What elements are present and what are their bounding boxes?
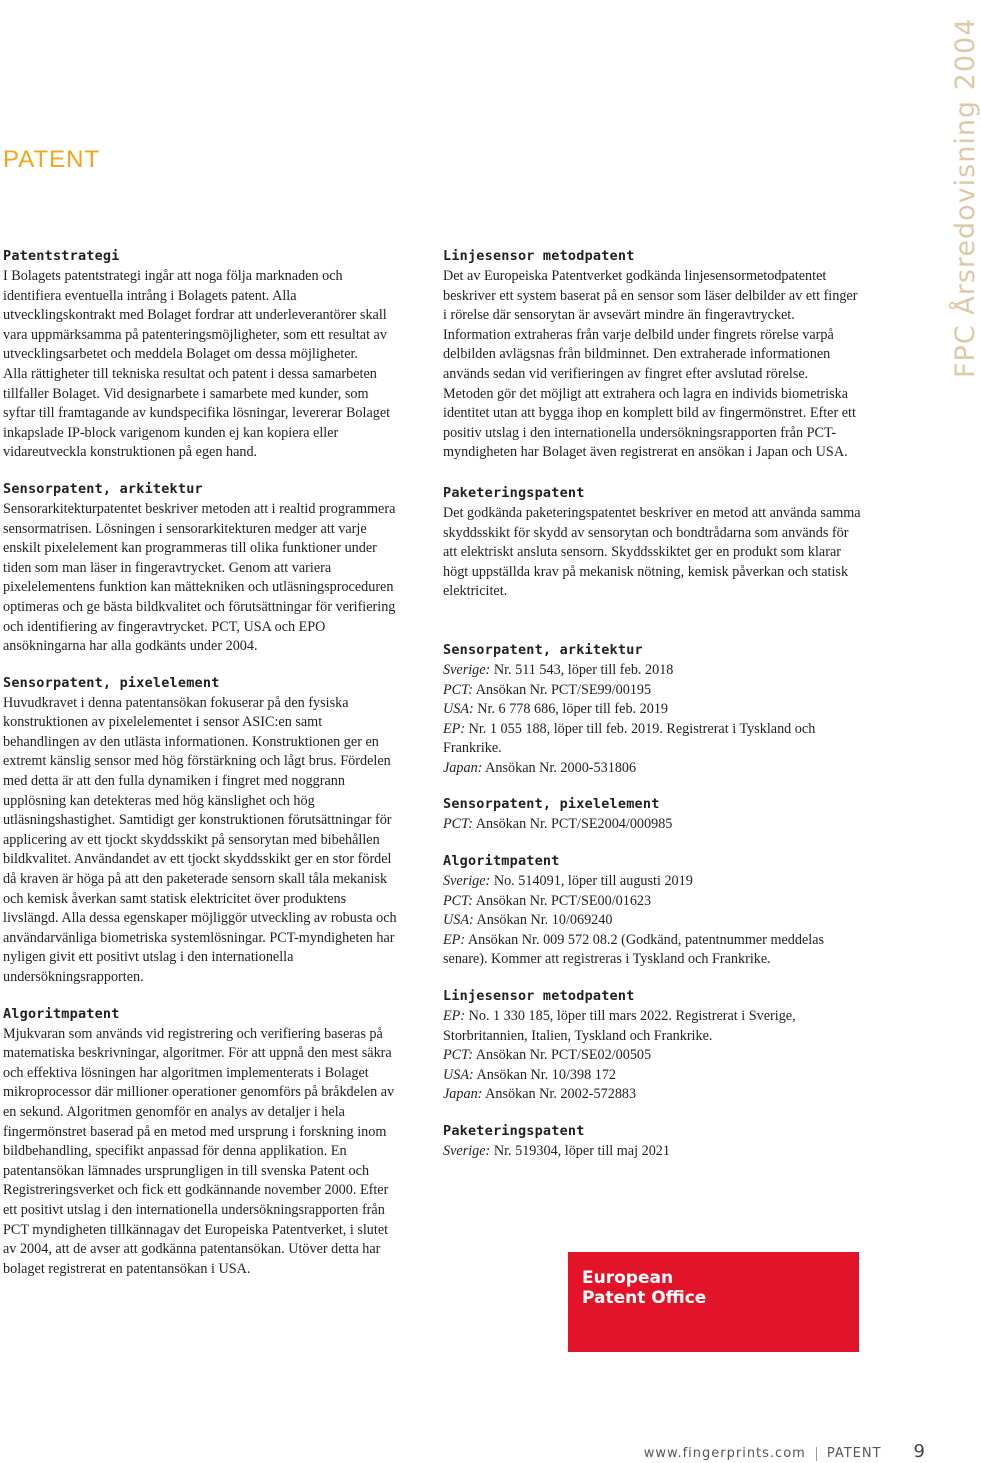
footer-url: www.fingerprints.com [643, 1446, 806, 1461]
paketering-heading: Paketeringspatent [443, 484, 585, 501]
list-line-text: Ansökan Nr. PCT/SE99/00195 [472, 681, 652, 698]
algoritmpatent-section [3, 1006, 397, 1280]
algoritmpatent-paragraph: Mjukvaran som används vid registrering och verifiering baseras på matematiska beskrivningar, algoritmer. För att uppnå den mest säkra och effektiva lösningen har algoritmen implementerats i Bolaget mikroprocessor där millioner operationer genomförs på bråkdelen av en sekund. Algoritmen genomför en analys av detaljer i hela fingermönstret baserad på en metod med ursprung i forskning inom bildbehandling, specifikt anpassad för denna applikation. En patentansökan lämnades ursprungligen in till svenska Patent och Registreringsverket och fick ett godkännande november 2000. Efter ett positivt utslag i den internationella undersökningsrapporten från PCT myndigheten tillkännagav det Europeiska Patentverket, i slutet av 2004, att de avser att godkänna patentansökan. Utöver detta har bolaget registrerat en patentansökan i USA. [3, 1025, 395, 1277]
list-line-text: Nr. 1 055 188, löper till feb. 2019. Registrerat i Tyskland och Frankrike. [443, 720, 816, 757]
list-line [443, 681, 861, 701]
sensorpatent-arkitektur-section [3, 481, 397, 657]
list-line-text: No. 1 330 185, löper till mars 2022. Registrerat i Sverige, Storbritannien, Italien, Tyskland och Frankrike. [443, 1008, 796, 1044]
list-pixelelement-heading: Sensorpatent, pixelelement [443, 796, 660, 813]
list-line-label: USA: [443, 701, 474, 718]
list-line-label: EP: [443, 720, 466, 737]
section-title: PATENT [3, 146, 101, 173]
sensorpatent-pixelelement-heading: Sensorpatent, pixelelement [3, 674, 220, 691]
list-line-label: USA: [443, 912, 474, 929]
algoritmpatent-heading: Algoritmpatent [3, 1005, 120, 1022]
epo-logo-text [582, 1268, 706, 1308]
list-line-text: No. 514091, löper till augusti 2019 [490, 873, 693, 890]
list-line [443, 759, 861, 779]
list-line-label: EP: [443, 1008, 466, 1025]
list-line-text: Ansökan Nr. 10/398 172 [473, 1066, 617, 1083]
list-line-label: Sverige: [443, 1143, 491, 1159]
list-line-label: Japan: [443, 1086, 483, 1103]
sensorpatent-arkitektur-paragraph: Sensorarkitekturpatentet beskriver metoden att i realtid programmera sensormatrisen. Lösningen i sensorarkitekturen medger att varje enskilt pixelelement kan programmeras till olika funktioner under tiden som man läser in fingeravtrycket. Genom att variera pixelelementens funktion kan mättekniken och utläsningsproceduren optimeras och ge bästa bildkvalitet och förutsättningar för verifiering och identifiering av fingeravtrycket. PCT, USA och EPO ansökningarna har alla godkänts under 2004. [3, 500, 396, 655]
list-line [443, 661, 861, 681]
patentstrategi-heading: Patentstrategi [3, 248, 120, 264]
side-title-text: FPC Årsredovisning 2004 [950, 17, 981, 378]
list-arkitektur-section [443, 642, 861, 779]
list-line-text: Ansökan Nr. 2000-531806 [482, 759, 637, 776]
sensorpatent-pixelelement-paragraph: Huvudkravet i denna patentansökan fokuserar på den fysiska konstruktionen av pixelelementet i sensor ASIC:en samt behandlingen av den utlästa informationen. Konstruktionen ger en extremt känslig sensor med hög förstärkning och lågt brus. Fördelen med detta är att den fulla dynamiken i fingret med noggrann upplösning kan detekteras med hög känslighet och hög utläsningshastighet. Samtidigt ger konstruktionen förutsättningar för applicering av ett tjockt skyddsskikt på sensorytan med bibehållen bildkvalitet. Användandet av ett tjockt skyddsskikt ger en stor fördel då kraven är höga på att den paketerade sensorn skall tåla mekanisk och kemisk åverkan samt statisk elektricitet över produktens livslängd. Alla dessa egenskaper möjliggör utveckling av robusta och användarvänliga biometriska systemlösningar. PCT-myndigheten har nyligen givit ett positivt utslag i den internationella undersökningsrapporten. [3, 694, 397, 985]
paketering-section [443, 485, 861, 602]
linjesensor-section [443, 248, 861, 463]
patentstrategi-paragraph-1: I Bolagets patentstrategi ingår att noga följa marknaden och identifiera eventuella intrång i Bolagets patent. Alla utvecklingskontrakt med Bolaget fordrar att underleverantörer skall vara uppmärksamma på patenteringsmöjligheter, som ett resultat av utvecklingsarbetet och meddela Bolaget om dessa möjligheter. [3, 268, 387, 363]
list-line-label: PCT: [443, 1047, 473, 1064]
list-line [443, 1142, 861, 1162]
sensorpatent-pixelelement-section [3, 675, 397, 988]
list-line-text: Nr. 519304, löper till maj 2021 [490, 1143, 670, 1159]
list-line-text: Ansökan Nr. PCT/SE2004/000985 [472, 816, 673, 833]
list-line [443, 1066, 861, 1086]
list-line-text: Ansökan Nr. 009 572 08.2 (Godkänd, patentnummer meddelas senare). Kommer att registreras i Tyskland och Frankrike. [443, 931, 825, 968]
list-line-text: Ansökan Nr. PCT/SE00/01623 [472, 892, 652, 909]
european-patent-office-logo [568, 1252, 859, 1352]
patentstrategi-section [3, 248, 397, 463]
list-line-label: Sverige: [443, 661, 491, 678]
page-footer [644, 1441, 926, 1462]
list-line [443, 1046, 861, 1066]
list-line-text: Ansökan Nr. PCT/SE02/00505 [472, 1047, 652, 1064]
list-line-label: PCT: [443, 816, 473, 833]
list-line [443, 700, 861, 720]
list-arkitektur-heading: Sensorpatent, arkitektur [443, 641, 643, 658]
footer-section: PATENT [826, 1446, 882, 1461]
list-line [443, 720, 861, 759]
left-column [3, 248, 397, 1279]
paketering-paragraph: Det godkända paketeringspatentet beskriver en metod att använda samma skyddsskikt för skydd av sensorytan och bondtrådarna som används för att elektriskt ansluta sensorn. Skyddsskiktet ger en produkt som klarar högt uppställda krav på mekanisk nötning, kemisk påverkan och statisk elektricitet. [443, 504, 861, 600]
list-line-label: PCT: [443, 681, 473, 698]
list-algoritm-section [443, 853, 861, 970]
list-line-label: EP: [443, 931, 466, 948]
list-paketering-heading: Paketeringspatent [443, 1123, 585, 1139]
linjesensor-paragraph: Det av Europeiska Patentverket godkända linjesensormetodpatentet beskriver ett system baserat på en sensor som läser delbilder av ett finger i rörelse där sensorytan är avsevärt mindre än fingeravtrycket. Information extraheras från varje delbild under fingrets rörelse varpå delbilden avlägsnas från bildminnet. Den extraherade informationen används sedan vid verifieringen av fingret efter avslutad rörelse. Metoden gör det möjligt att extrahera och lagra en individs biometriska identitet utan att bygga ihop en komplett bild av fingermönstret. Efter ett positiv utslag i den internationella undersökningsrapporten från PCT-myndigheten har Bolaget även registrerat en ansökan i Japan och USA. [443, 268, 858, 461]
sensorpatent-arkitektur-heading: Sensorpatent, arkitektur [3, 480, 203, 497]
list-algoritm-heading: Algoritmpatent [443, 853, 560, 870]
list-line [443, 815, 861, 835]
list-linjesensor-section [443, 988, 861, 1105]
page-number: 9 [913, 1441, 926, 1462]
side-title [920, 8, 981, 380]
list-line-text: Nr. 6 778 686, löper till feb. 2019 [473, 701, 669, 718]
list-pixelelement-section [443, 796, 861, 835]
list-line-label: Japan: [443, 759, 483, 776]
list-line-text: Ansökan Nr. 10/069240 [473, 912, 613, 929]
list-paketering-section [443, 1123, 861, 1162]
list-line-label: PCT: [443, 892, 473, 909]
list-line [443, 931, 861, 970]
list-arkitektur-lines [443, 661, 861, 779]
list-line-text: Ansökan Nr. 2002-572883 [482, 1086, 637, 1103]
epo-logo-line-1: European [582, 1268, 674, 1288]
list-line-text: Nr. 511 543, löper till feb. 2018 [490, 661, 674, 678]
list-line [443, 911, 861, 931]
list-line [443, 1085, 861, 1105]
list-line-label: USA: [443, 1066, 474, 1083]
list-line-label: Sverige: [443, 873, 491, 890]
list-line [443, 892, 861, 912]
footer-divider [816, 1447, 817, 1461]
list-linjesensor-heading: Linjesensor metodpatent [443, 988, 635, 1005]
right-column [443, 248, 861, 1162]
epo-logo-line-2: Patent Office [582, 1288, 707, 1308]
linjesensor-heading: Linjesensor metodpatent [443, 248, 635, 264]
patentstrategi-paragraph-2: Alla rättigheter till tekniska resultat och patent i dessa samarbeten tillfaller Bolaget. Vid designarbete i samarbete med kunder, som syftar till framtagande av kundspecifika lösningar, levererar Bolaget inkapslade IP-block varigenom kunden ej kan kopiera eller vidareutveckla konstruktionen på egen hand. [3, 365, 391, 461]
list-line [443, 1007, 861, 1046]
list-line [443, 872, 861, 892]
